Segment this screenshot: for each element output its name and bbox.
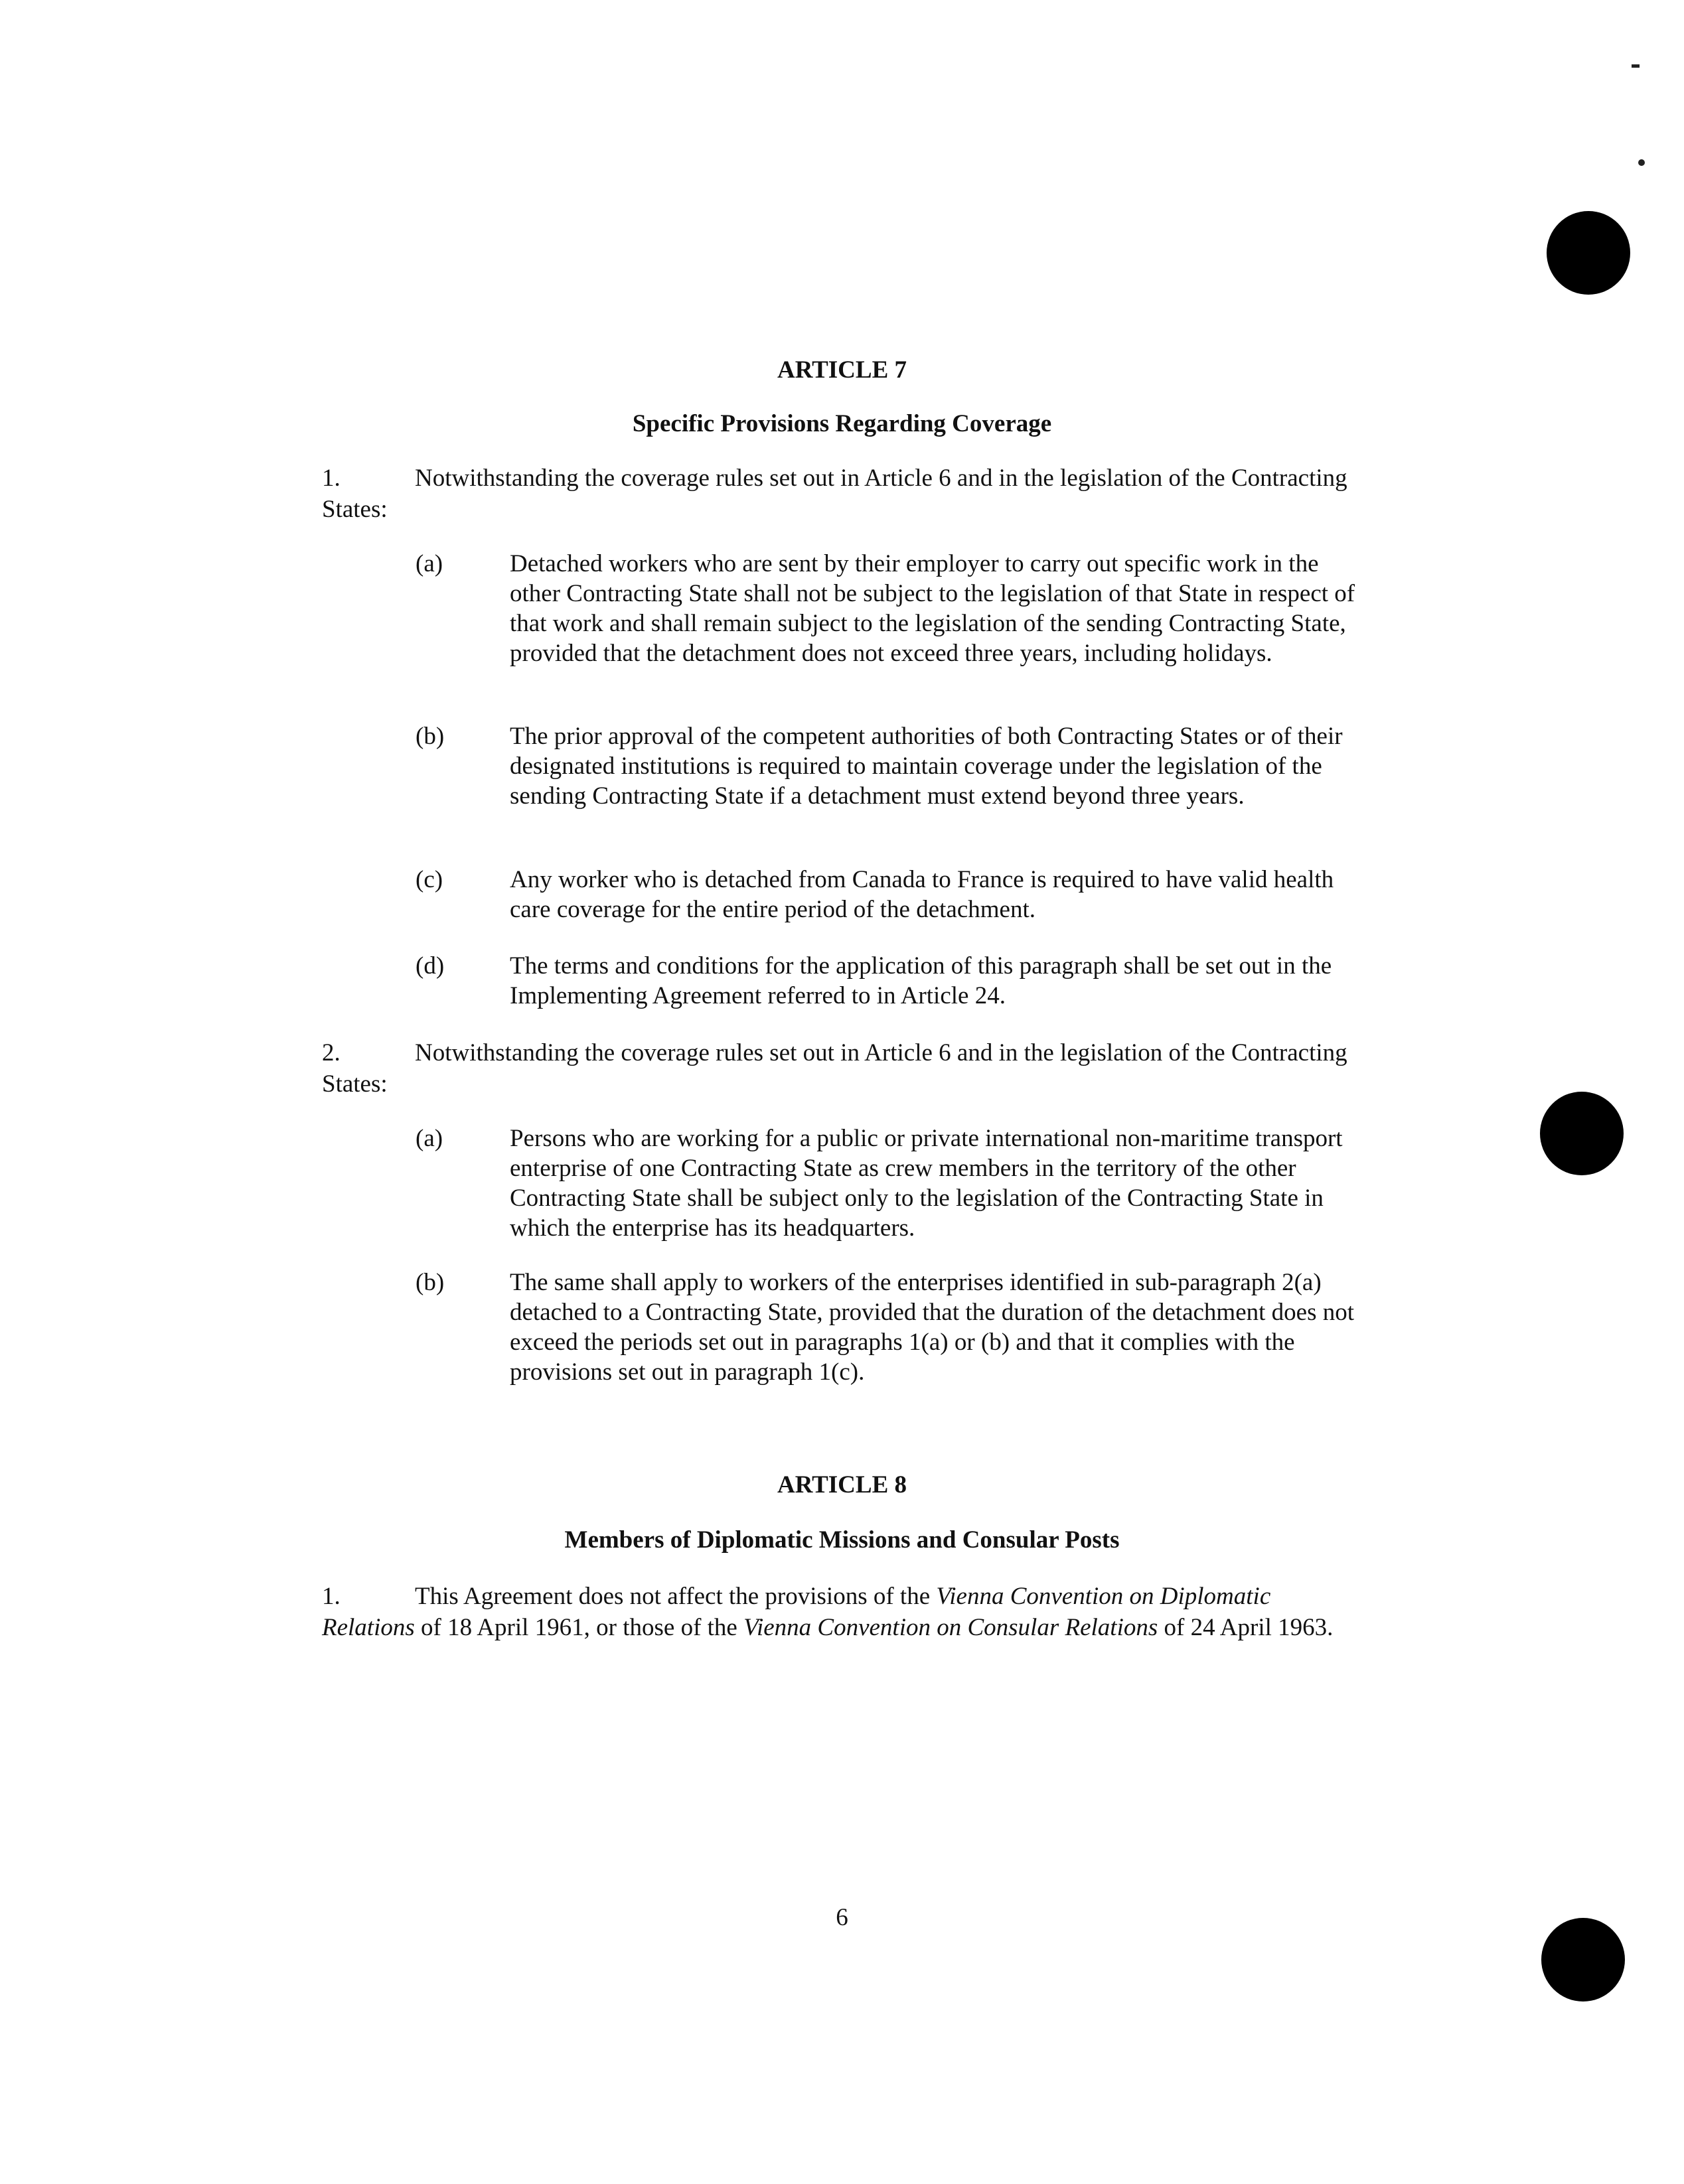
convention-title: Vienna Convention on Diplomatic Relations: [322, 1583, 1271, 1641]
paragraph-number: 1.: [322, 1583, 341, 1610]
paragraph-number: 2.: [322, 1039, 341, 1066]
punch-hole-top: [1547, 211, 1630, 295]
list-item-text: The terms and conditions for the application of this paragraph shall be set out in the Implementing Agreement referred to in Article 24.: [510, 952, 1332, 1009]
list-item-label: (c): [416, 866, 443, 893]
list-item-text: The prior approval of the competent authorities of both Contracting States or of their designated institutions is required to maintain coverage under the legislation of the sending Contracting State if a detachment must extend beyond three years.: [510, 723, 1343, 810]
list-item-label: (b): [416, 723, 445, 750]
list-item-text: Detached workers who are sent by their employer to carry out specific work in the other Contracting State shall not be subject to the legislation of that State in respect of that work and shall remain subject to the legislation of the sending Contracting State, provided that the detachment does not exceed three years, including holidays.: [510, 550, 1355, 667]
article-8-paragraph-1: [322, 1581, 1357, 1643]
list-item-label: (a): [416, 550, 443, 577]
article-8-subheading: Members of Diplomatic Missions and Consular Posts: [564, 1526, 1120, 1554]
list-item-text: The same shall apply to workers of the enterprises identified in sub-paragraph 2(a) detached to a Contracting State, provided that the duration of the detachment does not exceed the periods set out in paragraphs 1(a) or (b) and that it complies with the provisions set out in paragraph 1(c).: [510, 1269, 1355, 1386]
paragraph-intro: Notwithstanding the coverage rules set out in Article 6 and in the legislation of the Contracting States:: [322, 465, 1347, 523]
paragraph-intro: Notwithstanding the coverage rules set out in Article 6 and in the legislation of the Contracting States:: [322, 1039, 1347, 1098]
article-7-paragraph-1: [322, 463, 1357, 525]
list-item-label: (b): [416, 1269, 445, 1296]
scan-mark: [1638, 159, 1645, 166]
punch-hole-middle: [1540, 1092, 1624, 1175]
paragraph-text: of 24 April 1963.: [1158, 1614, 1334, 1641]
article-7-subheading: Specific Provisions Regarding Coverage: [632, 410, 1052, 437]
paragraph-text: of 18 April 1961, or those of the: [414, 1614, 744, 1641]
list-item-label: (a): [416, 1125, 443, 1152]
article-7-heading: ARTICLE 7: [777, 356, 907, 384]
list-item-label: (d): [416, 952, 445, 980]
list-item-text: Persons who are working for a public or private international non-maritime transport enterprise of one Contracting State as crew members in the territory of the other Contracting State shall be subject only to the legislation of the Contracting State in which the enterprise has its headquarters.: [510, 1125, 1343, 1242]
article-8-heading: ARTICLE 8: [777, 1471, 907, 1498]
convention-title: Vienna Convention on Consular Relations: [743, 1614, 1158, 1641]
scan-mark: [1632, 64, 1640, 68]
page-number: 6: [836, 1904, 848, 1931]
list-item-text: Any worker who is detached from Canada to France is required to have valid health care coverage for the entire period of the detachment.: [510, 866, 1334, 923]
article-7-paragraph-2: [322, 1037, 1357, 1100]
paragraph-number: 1.: [322, 465, 341, 492]
paragraph-text: This Agreement does not affect the provisions of the: [415, 1583, 937, 1610]
